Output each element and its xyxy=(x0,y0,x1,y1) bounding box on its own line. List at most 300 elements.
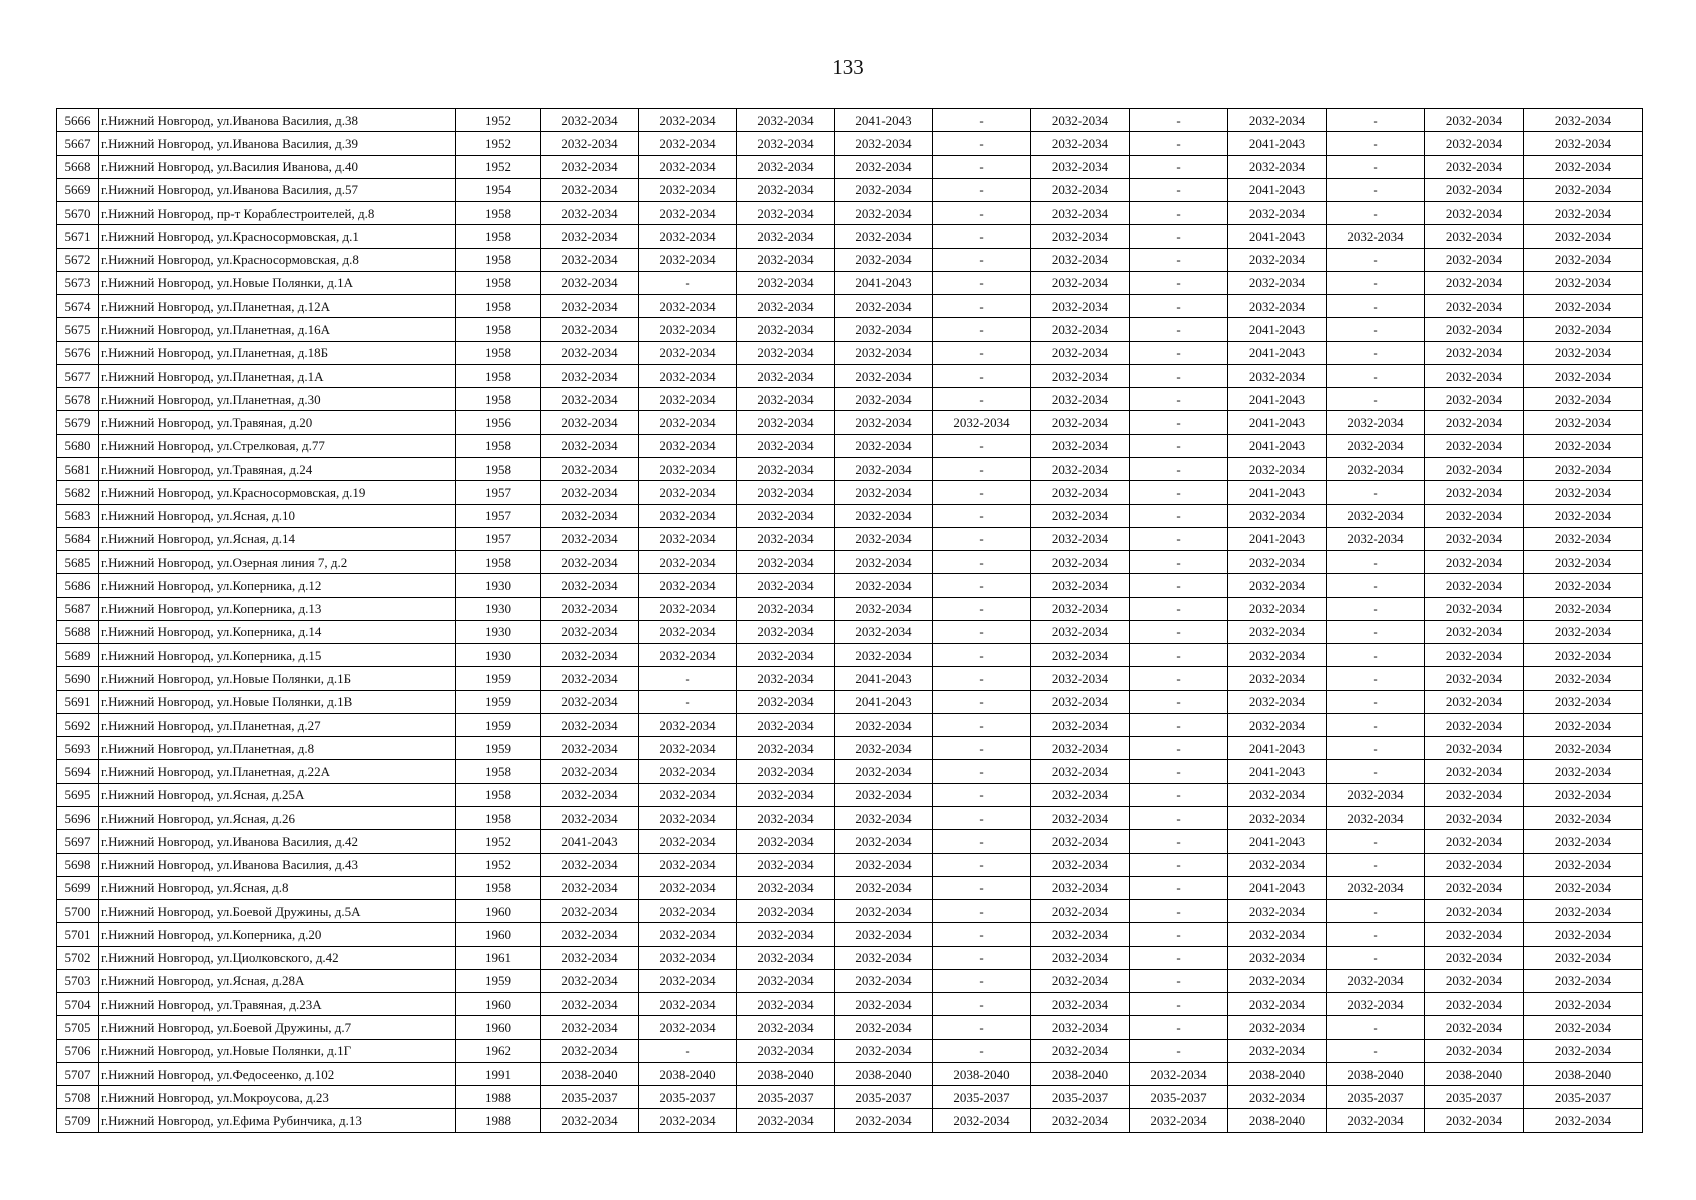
cell-period-1: 2032-2034 xyxy=(541,806,639,829)
cell-year-built: 1930 xyxy=(456,574,541,597)
cell-period-7: - xyxy=(1130,202,1228,225)
cell-address: г.Нижний Новгород, ул.Красносормовская, д.1 xyxy=(99,225,456,248)
cell-period-6: 2032-2034 xyxy=(1031,132,1130,155)
cell-period-7: - xyxy=(1130,225,1228,248)
cell-period-11: 2032-2034 xyxy=(1524,457,1643,480)
cell-period-8: 2032-2034 xyxy=(1228,457,1327,480)
cell-period-8: 2032-2034 xyxy=(1228,597,1327,620)
cell-period-6: 2032-2034 xyxy=(1031,737,1130,760)
cell-period-1: 2038-2040 xyxy=(541,1062,639,1085)
cell-period-3: 2032-2034 xyxy=(737,830,835,853)
cell-period-9: 2032-2034 xyxy=(1327,411,1425,434)
cell-period-11: 2032-2034 xyxy=(1524,597,1643,620)
cell-period-5: - xyxy=(933,713,1031,736)
table-row xyxy=(57,109,1643,132)
cell-period-8: 2041-2043 xyxy=(1228,434,1327,457)
table-row xyxy=(57,295,1643,318)
cell-period-1: 2032-2034 xyxy=(541,574,639,597)
cell-year-built: 1958 xyxy=(456,457,541,480)
cell-period-8: 2032-2034 xyxy=(1228,923,1327,946)
cell-period-8: 2032-2034 xyxy=(1228,504,1327,527)
cell-period-4: 2032-2034 xyxy=(835,457,933,480)
cell-period-3: 2032-2034 xyxy=(737,434,835,457)
cell-period-1: 2032-2034 xyxy=(541,364,639,387)
cell-period-5: - xyxy=(933,690,1031,713)
cell-period-8: 2041-2043 xyxy=(1228,388,1327,411)
cell-period-2: 2032-2034 xyxy=(639,364,737,387)
cell-address: г.Нижний Новгород, ул.Ясная, д.26 xyxy=(99,806,456,829)
cell-period-3: 2032-2034 xyxy=(737,481,835,504)
cell-period-8: 2041-2043 xyxy=(1228,481,1327,504)
cell-address: г.Нижний Новгород, ул.Василия Иванова, д.40 xyxy=(99,155,456,178)
cell-period-2: 2032-2034 xyxy=(639,969,737,992)
cell-year-built: 1959 xyxy=(456,737,541,760)
table-row xyxy=(57,713,1643,736)
cell-period-3: 2032-2034 xyxy=(737,760,835,783)
cell-address: г.Нижний Новгород, ул.Озерная линия 7, д.2 xyxy=(99,551,456,574)
cell-row-number: 5709 xyxy=(57,1109,99,1132)
cell-period-6: 2032-2034 xyxy=(1031,806,1130,829)
table-row xyxy=(57,411,1643,434)
cell-year-built: 1958 xyxy=(456,202,541,225)
cell-row-number: 5702 xyxy=(57,946,99,969)
cell-period-7: - xyxy=(1130,946,1228,969)
cell-period-8: 2032-2034 xyxy=(1228,202,1327,225)
cell-year-built: 1958 xyxy=(456,434,541,457)
cell-row-number: 5680 xyxy=(57,434,99,457)
cell-address: г.Нижний Новгород, ул.Коперника, д.12 xyxy=(99,574,456,597)
cell-address: г.Нижний Новгород, ул.Иванова Василия, д.42 xyxy=(99,830,456,853)
cell-period-6: 2032-2034 xyxy=(1031,597,1130,620)
cell-period-11: 2032-2034 xyxy=(1524,434,1643,457)
cell-period-10: 2032-2034 xyxy=(1425,644,1524,667)
table-row xyxy=(57,225,1643,248)
table-row xyxy=(57,806,1643,829)
table-row xyxy=(57,830,1643,853)
cell-address: г.Нижний Новгород, ул.Ясная, д.28А xyxy=(99,969,456,992)
cell-period-7: 2032-2034 xyxy=(1130,1062,1228,1085)
cell-period-6: 2032-2034 xyxy=(1031,248,1130,271)
cell-period-11: 2038-2040 xyxy=(1524,1062,1643,1085)
cell-row-number: 5692 xyxy=(57,713,99,736)
cell-period-5: - xyxy=(933,271,1031,294)
cell-period-6: 2032-2034 xyxy=(1031,341,1130,364)
cell-period-8: 2032-2034 xyxy=(1228,155,1327,178)
table-row xyxy=(57,969,1643,992)
cell-period-4: 2041-2043 xyxy=(835,690,933,713)
cell-address: г.Нижний Новгород, ул.Красносормовская, д.8 xyxy=(99,248,456,271)
cell-period-2: 2032-2034 xyxy=(639,1016,737,1039)
cell-row-number: 5682 xyxy=(57,481,99,504)
cell-period-3: 2032-2034 xyxy=(737,341,835,364)
cell-period-7: - xyxy=(1130,411,1228,434)
cell-period-9: - xyxy=(1327,1039,1425,1062)
cell-period-3: 2032-2034 xyxy=(737,248,835,271)
cell-period-9: 2032-2034 xyxy=(1327,876,1425,899)
cell-row-number: 5697 xyxy=(57,830,99,853)
cell-year-built: 1954 xyxy=(456,178,541,201)
cell-period-2: 2032-2034 xyxy=(639,132,737,155)
cell-period-1: 2032-2034 xyxy=(541,667,639,690)
cell-address: г.Нижний Новгород, ул.Планетная, д.16А xyxy=(99,318,456,341)
cell-period-10: 2032-2034 xyxy=(1425,806,1524,829)
cell-period-11: 2032-2034 xyxy=(1524,109,1643,132)
cell-period-9: 2032-2034 xyxy=(1327,783,1425,806)
cell-period-7: - xyxy=(1130,993,1228,1016)
cell-period-1: 2032-2034 xyxy=(541,225,639,248)
cell-period-3: 2032-2034 xyxy=(737,1039,835,1062)
cell-period-7: - xyxy=(1130,271,1228,294)
cell-period-4: 2032-2034 xyxy=(835,295,933,318)
cell-period-6: 2032-2034 xyxy=(1031,225,1130,248)
cell-period-11: 2032-2034 xyxy=(1524,900,1643,923)
cell-period-9: - xyxy=(1327,271,1425,294)
cell-period-2: 2032-2034 xyxy=(639,620,737,643)
cell-period-5: - xyxy=(933,527,1031,550)
cell-period-7: - xyxy=(1130,248,1228,271)
cell-period-10: 2032-2034 xyxy=(1425,946,1524,969)
cell-row-number: 5708 xyxy=(57,1086,99,1109)
cell-row-number: 5679 xyxy=(57,411,99,434)
cell-period-11: 2032-2034 xyxy=(1524,202,1643,225)
cell-period-4: 2032-2034 xyxy=(835,574,933,597)
cell-period-9: 2035-2037 xyxy=(1327,1086,1425,1109)
cell-period-7: - xyxy=(1130,178,1228,201)
cell-address: г.Нижний Новгород, ул.Травяная, д.24 xyxy=(99,457,456,480)
cell-row-number: 5689 xyxy=(57,644,99,667)
cell-period-1: 2032-2034 xyxy=(541,295,639,318)
cell-period-1: 2041-2043 xyxy=(541,830,639,853)
cell-year-built: 1988 xyxy=(456,1086,541,1109)
cell-period-11: 2032-2034 xyxy=(1524,248,1643,271)
cell-year-built: 1952 xyxy=(456,132,541,155)
cell-period-5: 2035-2037 xyxy=(933,1086,1031,1109)
cell-row-number: 5693 xyxy=(57,737,99,760)
cell-period-3: 2032-2034 xyxy=(737,946,835,969)
cell-period-2: - xyxy=(639,271,737,294)
cell-period-8: 2041-2043 xyxy=(1228,411,1327,434)
cell-period-1: 2032-2034 xyxy=(541,318,639,341)
cell-period-6: 2032-2034 xyxy=(1031,690,1130,713)
cell-year-built: 1958 xyxy=(456,295,541,318)
cell-period-10: 2032-2034 xyxy=(1425,132,1524,155)
cell-year-built: 1957 xyxy=(456,481,541,504)
cell-period-2: 2032-2034 xyxy=(639,295,737,318)
cell-period-9: - xyxy=(1327,574,1425,597)
cell-period-9: - xyxy=(1327,551,1425,574)
cell-period-1: 2032-2034 xyxy=(541,876,639,899)
cell-period-8: 2041-2043 xyxy=(1228,341,1327,364)
cell-row-number: 5704 xyxy=(57,993,99,1016)
cell-period-10: 2032-2034 xyxy=(1425,993,1524,1016)
cell-period-11: 2032-2034 xyxy=(1524,1016,1643,1039)
cell-period-4: 2041-2043 xyxy=(835,109,933,132)
cell-address: г.Нижний Новгород, ул.Планетная, д.8 xyxy=(99,737,456,760)
cell-period-7: - xyxy=(1130,830,1228,853)
cell-address: г.Нижний Новгород, ул.Травяная, д.20 xyxy=(99,411,456,434)
cell-period-4: 2032-2034 xyxy=(835,946,933,969)
cell-period-5: 2032-2034 xyxy=(933,411,1031,434)
cell-period-4: 2032-2034 xyxy=(835,900,933,923)
cell-period-3: 2032-2034 xyxy=(737,225,835,248)
cell-period-9: 2032-2034 xyxy=(1327,993,1425,1016)
cell-address: г.Нижний Новгород, пр-т Кораблестроителей, д.8 xyxy=(99,202,456,225)
cell-period-10: 2032-2034 xyxy=(1425,457,1524,480)
cell-year-built: 1991 xyxy=(456,1062,541,1085)
cell-period-4: 2032-2034 xyxy=(835,202,933,225)
cell-period-9: - xyxy=(1327,202,1425,225)
cell-row-number: 5696 xyxy=(57,806,99,829)
cell-period-6: 2032-2034 xyxy=(1031,667,1130,690)
cell-row-number: 5707 xyxy=(57,1062,99,1085)
cell-period-4: 2032-2034 xyxy=(835,737,933,760)
cell-period-10: 2038-2040 xyxy=(1425,1062,1524,1085)
cell-address: г.Нижний Новгород, ул.Коперника, д.13 xyxy=(99,597,456,620)
cell-period-3: 2032-2034 xyxy=(737,411,835,434)
cell-period-10: 2032-2034 xyxy=(1425,155,1524,178)
cell-address: г.Нижний Новгород, ул.Коперника, д.15 xyxy=(99,644,456,667)
cell-row-number: 5700 xyxy=(57,900,99,923)
cell-period-4: 2032-2034 xyxy=(835,644,933,667)
cell-period-10: 2032-2034 xyxy=(1425,597,1524,620)
cell-period-5: - xyxy=(933,1016,1031,1039)
table-row xyxy=(57,341,1643,364)
cell-period-10: 2032-2034 xyxy=(1425,364,1524,387)
cell-period-1: 2032-2034 xyxy=(541,760,639,783)
cell-row-number: 5698 xyxy=(57,853,99,876)
cell-period-11: 2032-2034 xyxy=(1524,923,1643,946)
cell-period-4: 2032-2034 xyxy=(835,876,933,899)
cell-period-1: 2032-2034 xyxy=(541,713,639,736)
cell-period-5: - xyxy=(933,341,1031,364)
cell-period-1: 2032-2034 xyxy=(541,341,639,364)
cell-period-5: - xyxy=(933,178,1031,201)
cell-period-11: 2032-2034 xyxy=(1524,969,1643,992)
cell-period-10: 2032-2034 xyxy=(1425,1109,1524,1132)
cell-period-1: 2032-2034 xyxy=(541,434,639,457)
cell-period-4: 2038-2040 xyxy=(835,1062,933,1085)
cell-period-10: 2032-2034 xyxy=(1425,574,1524,597)
cell-period-10: 2032-2034 xyxy=(1425,318,1524,341)
cell-period-7: - xyxy=(1130,737,1228,760)
cell-period-6: 2032-2034 xyxy=(1031,551,1130,574)
cell-period-11: 2032-2034 xyxy=(1524,341,1643,364)
cell-period-3: 2032-2034 xyxy=(737,993,835,1016)
cell-row-number: 5694 xyxy=(57,760,99,783)
cell-row-number: 5703 xyxy=(57,969,99,992)
cell-period-2: 2032-2034 xyxy=(639,760,737,783)
cell-period-10: 2032-2034 xyxy=(1425,1039,1524,1062)
cell-period-7: - xyxy=(1130,760,1228,783)
cell-period-9: 2032-2034 xyxy=(1327,504,1425,527)
cell-period-3: 2032-2034 xyxy=(737,1016,835,1039)
cell-period-10: 2032-2034 xyxy=(1425,923,1524,946)
cell-period-7: - xyxy=(1130,527,1228,550)
cell-row-number: 5677 xyxy=(57,364,99,387)
cell-period-6: 2038-2040 xyxy=(1031,1062,1130,1085)
table-row xyxy=(57,388,1643,411)
cell-period-1: 2032-2034 xyxy=(541,178,639,201)
cell-period-1: 2032-2034 xyxy=(541,923,639,946)
table-row xyxy=(57,271,1643,294)
cell-period-2: 2032-2034 xyxy=(639,783,737,806)
cell-period-6: 2032-2034 xyxy=(1031,876,1130,899)
cell-period-6: 2035-2037 xyxy=(1031,1086,1130,1109)
cell-period-1: 2032-2034 xyxy=(541,155,639,178)
cell-row-number: 5667 xyxy=(57,132,99,155)
cell-period-10: 2032-2034 xyxy=(1425,620,1524,643)
cell-period-8: 2032-2034 xyxy=(1228,806,1327,829)
cell-period-4: 2032-2034 xyxy=(835,364,933,387)
cell-period-2: 2032-2034 xyxy=(639,481,737,504)
table-row xyxy=(57,1086,1643,1109)
cell-period-5: - xyxy=(933,481,1031,504)
cell-year-built: 1930 xyxy=(456,597,541,620)
cell-period-9: - xyxy=(1327,737,1425,760)
cell-row-number: 5675 xyxy=(57,318,99,341)
cell-period-2: 2032-2034 xyxy=(639,434,737,457)
cell-year-built: 1952 xyxy=(456,109,541,132)
cell-address: г.Нижний Новгород, ул.Ефима Рубинчика, д.13 xyxy=(99,1109,456,1132)
cell-period-5: - xyxy=(933,318,1031,341)
cell-period-10: 2032-2034 xyxy=(1425,481,1524,504)
cell-period-6: 2032-2034 xyxy=(1031,271,1130,294)
cell-year-built: 1952 xyxy=(456,155,541,178)
cell-year-built: 1958 xyxy=(456,760,541,783)
cell-period-5: - xyxy=(933,644,1031,667)
cell-period-9: 2032-2034 xyxy=(1327,225,1425,248)
cell-period-6: 2032-2034 xyxy=(1031,202,1130,225)
table-row xyxy=(57,364,1643,387)
cell-address: г.Нижний Новгород, ул.Стрелковая, д.77 xyxy=(99,434,456,457)
cell-period-7: - xyxy=(1130,969,1228,992)
cell-period-7: - xyxy=(1130,783,1228,806)
cell-period-4: 2032-2034 xyxy=(835,504,933,527)
cell-period-5: - xyxy=(933,202,1031,225)
cell-period-2: 2032-2034 xyxy=(639,388,737,411)
cell-period-6: 2032-2034 xyxy=(1031,574,1130,597)
cell-year-built: 1960 xyxy=(456,923,541,946)
cell-row-number: 5669 xyxy=(57,178,99,201)
cell-period-5: - xyxy=(933,388,1031,411)
cell-period-7: - xyxy=(1130,1039,1228,1062)
cell-period-9: 2032-2034 xyxy=(1327,969,1425,992)
cell-period-9: - xyxy=(1327,388,1425,411)
cell-period-7: - xyxy=(1130,1016,1228,1039)
cell-period-1: 2032-2034 xyxy=(541,1016,639,1039)
cell-period-1: 2032-2034 xyxy=(541,1039,639,1062)
table-row xyxy=(57,1062,1643,1085)
cell-period-2: 2032-2034 xyxy=(639,644,737,667)
cell-period-2: 2032-2034 xyxy=(639,830,737,853)
cell-period-5: - xyxy=(933,876,1031,899)
cell-period-4: 2035-2037 xyxy=(835,1086,933,1109)
cell-period-4: 2032-2034 xyxy=(835,551,933,574)
cell-period-10: 2032-2034 xyxy=(1425,248,1524,271)
cell-period-1: 2032-2034 xyxy=(541,457,639,480)
cell-period-8: 2032-2034 xyxy=(1228,1016,1327,1039)
cell-row-number: 5676 xyxy=(57,341,99,364)
cell-address: г.Нижний Новгород, ул.Ясная, д.25А xyxy=(99,783,456,806)
cell-period-7: - xyxy=(1130,667,1228,690)
cell-year-built: 1958 xyxy=(456,783,541,806)
cell-address: г.Нижний Новгород, ул.Травяная, д.23А xyxy=(99,993,456,1016)
cell-period-3: 2032-2034 xyxy=(737,620,835,643)
cell-period-3: 2032-2034 xyxy=(737,644,835,667)
table-row xyxy=(57,900,1643,923)
cell-period-2: 2032-2034 xyxy=(639,155,737,178)
cell-address: г.Нижний Новгород, ул.Коперника, д.20 xyxy=(99,923,456,946)
cell-period-8: 2041-2043 xyxy=(1228,876,1327,899)
table-row xyxy=(57,318,1643,341)
table-row xyxy=(57,132,1643,155)
cell-period-1: 2032-2034 xyxy=(541,202,639,225)
cell-period-5: - xyxy=(933,806,1031,829)
cell-address: г.Нижний Новгород, ул.Ясная, д.14 xyxy=(99,527,456,550)
cell-address: г.Нижний Новгород, ул.Федосеенко, д.102 xyxy=(99,1062,456,1085)
cell-period-5: - xyxy=(933,923,1031,946)
cell-period-6: 2032-2034 xyxy=(1031,178,1130,201)
table-row xyxy=(57,574,1643,597)
cell-period-2: 2032-2034 xyxy=(639,225,737,248)
cell-year-built: 1958 xyxy=(456,364,541,387)
cell-year-built: 1958 xyxy=(456,388,541,411)
table-row xyxy=(57,178,1643,201)
cell-period-7: - xyxy=(1130,551,1228,574)
cell-period-8: 2032-2034 xyxy=(1228,946,1327,969)
cell-row-number: 5686 xyxy=(57,574,99,597)
cell-period-3: 2032-2034 xyxy=(737,923,835,946)
cell-year-built: 1960 xyxy=(456,1016,541,1039)
cell-period-5: - xyxy=(933,597,1031,620)
cell-period-9: - xyxy=(1327,248,1425,271)
cell-address: г.Нижний Новгород, ул.Ясная, д.8 xyxy=(99,876,456,899)
cell-year-built: 1959 xyxy=(456,969,541,992)
cell-period-2: 2032-2034 xyxy=(639,109,737,132)
cell-period-3: 2032-2034 xyxy=(737,388,835,411)
cell-period-3: 2032-2034 xyxy=(737,969,835,992)
cell-period-6: 2032-2034 xyxy=(1031,923,1130,946)
cell-address: г.Нижний Новгород, ул.Красносормовская, д.19 xyxy=(99,481,456,504)
table-row xyxy=(57,551,1643,574)
cell-year-built: 1958 xyxy=(456,806,541,829)
cell-period-3: 2032-2034 xyxy=(737,202,835,225)
cell-period-6: 2032-2034 xyxy=(1031,760,1130,783)
table-row xyxy=(57,527,1643,550)
cell-period-5: - xyxy=(933,155,1031,178)
cell-period-9: 2032-2034 xyxy=(1327,457,1425,480)
cell-period-1: 2032-2034 xyxy=(541,597,639,620)
cell-address: г.Нижний Новгород, ул.Иванова Василия, д.38 xyxy=(99,109,456,132)
cell-row-number: 5701 xyxy=(57,923,99,946)
table-row xyxy=(57,202,1643,225)
cell-period-10: 2032-2034 xyxy=(1425,876,1524,899)
cell-period-7: - xyxy=(1130,923,1228,946)
cell-period-8: 2032-2034 xyxy=(1228,900,1327,923)
cell-row-number: 5683 xyxy=(57,504,99,527)
cell-period-3: 2032-2034 xyxy=(737,318,835,341)
table-row xyxy=(57,644,1643,667)
cell-period-1: 2032-2034 xyxy=(541,551,639,574)
cell-period-3: 2032-2034 xyxy=(737,1109,835,1132)
cell-row-number: 5666 xyxy=(57,109,99,132)
cell-period-6: 2032-2034 xyxy=(1031,411,1130,434)
cell-address: г.Нижний Новгород, ул.Планетная, д.27 xyxy=(99,713,456,736)
cell-year-built: 1958 xyxy=(456,271,541,294)
cell-period-11: 2032-2034 xyxy=(1524,574,1643,597)
cell-address: г.Нижний Новгород, ул.Боевой Дружины, д.5А xyxy=(99,900,456,923)
cell-period-10: 2032-2034 xyxy=(1425,388,1524,411)
